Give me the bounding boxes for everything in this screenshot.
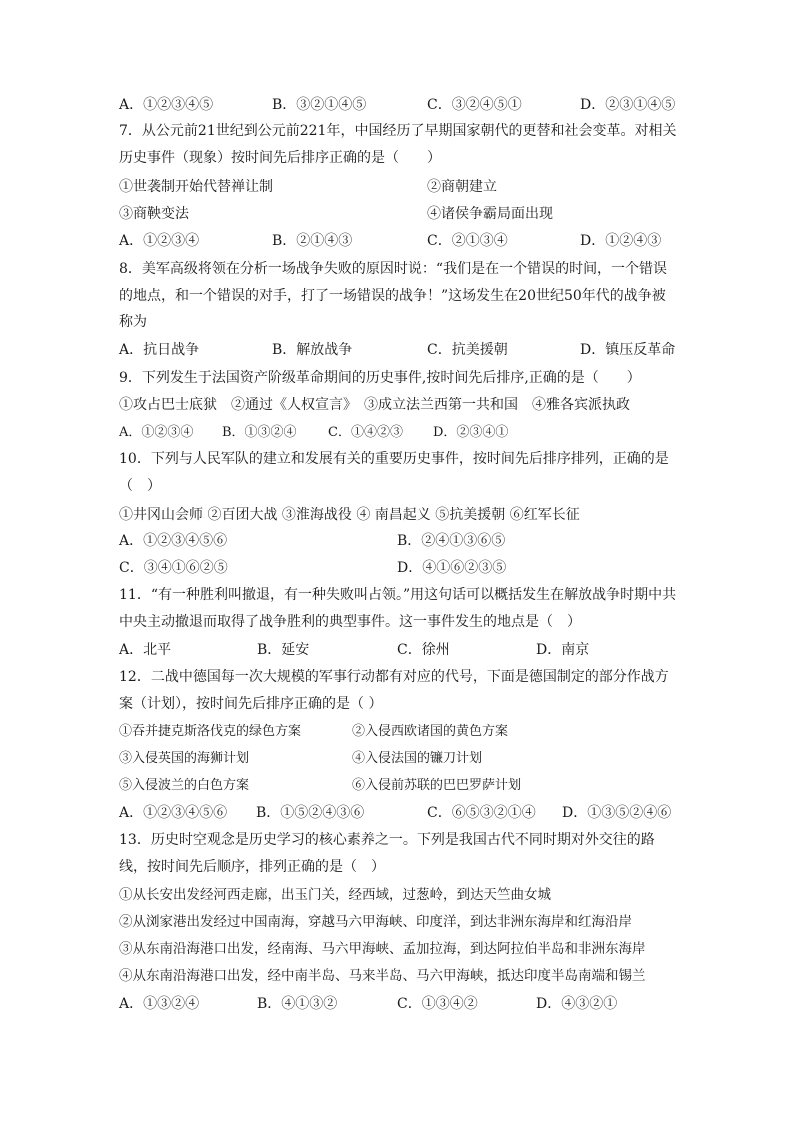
q12-item-2: ②入侵西欧诸国的黄色方案 [352,724,509,739]
q7-item-2: ②商朝建立 [427,179,497,195]
q11-option-a[interactable]: A．北平 [119,642,172,658]
q7-option-c[interactable]: C．②①③④ [427,233,508,249]
q13-option-a[interactable]: A．①③②④ [119,996,200,1012]
q12-option-a[interactable]: A．①②③④⑤⑥ [119,805,228,821]
q13-item-4: ④从东南沿海港口出发，经中南半岛、马来半岛、马六甲海峡，抵达印度半岛南端和锡兰 [119,968,646,984]
q7-option-b[interactable]: B．②①④③ [272,233,353,249]
q13-option-d[interactable]: D．④③②① [536,996,618,1012]
q9-stem: 9．下列发生于法国资产阶级革命期间的历史事件,按时间先后排序,正确的是（ ） [119,370,641,386]
q6-option-b[interactable]: B．③②①④⑤ [272,97,367,113]
q12-option-b[interactable]: B．①⑤②④③⑥ [256,805,365,821]
q13-option-c[interactable]: C．①③④② [397,996,478,1012]
q11-stem: 11．“有一种胜利叫撤退，有一种失败叫占领。”用这句话可以概括发生在解放战争时期中共中央主动撤退而取得了战争胜利的典型事件。这一事件发生的地点是（ ） [119,587,677,630]
q8-option-b[interactable]: B．解放战争 [272,342,353,358]
q11-option-c[interactable]: C．徐州 [397,642,450,658]
q7-stem: 7．从公元前21世纪到公元前221年，中国经历了早期国家朝代的更替和社会变革。对相关历史事件（现象）按时间先后排序正确的是（ ） [119,123,677,166]
q10-option-d[interactable]: D．④①⑥②③⑤ [397,560,507,576]
q12-item-4: ④入侵法国的镰刀计划 [352,751,483,766]
q11-option-b[interactable]: B．延安 [257,642,310,658]
q13-option-b[interactable]: B．④①③② [257,996,338,1012]
q10-items: ①井冈山会师 ②百团大战 ③淮海战役 ④ 南昌起义 ⑤抗美援朝 ⑥红军长征 [119,507,580,523]
q12-item-1: ①吞并捷克斯洛伐克的绿色方案 [119,724,302,739]
q8-option-d[interactable]: D．镇压反革命 [580,342,676,358]
q13-item-2: ②从浏家港出发经过中国南海，穿越马六甲海峡、印度洋，到达非洲东海岸和红海沿岸 [119,914,632,930]
q9-option-a[interactable]: A．①②③④ [119,425,194,440]
q7-item-3: ③商鞅变法 [119,206,189,222]
q12-item-6: ⑥入侵前苏联的巴巴罗萨计划 [352,778,522,793]
q12-option-c[interactable]: C．⑥⑤③②①④ [427,805,536,821]
q6-option-d[interactable]: D．②③①④⑤ [580,97,676,113]
q13-item-3: ③从东南沿海港口出发，经南海、马六甲海峡、孟加拉海，到达阿拉伯半岛和非洲东海岸 [119,941,646,957]
q7-item-1: ①世袭制开始代替禅让制 [119,179,273,195]
q6-option-c[interactable]: C．③②④⑤① [427,97,522,113]
q9-option-b[interactable]: B．①③②④ [222,425,297,440]
q7-option-d[interactable]: D．①②④③ [580,233,662,249]
q12-stem: 12．二战中德国每一次大规模的军事行动都有对应的代号，下面是德国制定的部分作战方案（计划），按时间先后排序正确的是（ ） [119,669,669,712]
q12-option-d[interactable]: D．①③⑤②④⑥ [562,805,672,821]
q10-option-a[interactable]: A．①②③④⑤⑥ [119,533,228,549]
q8-option-a[interactable]: A．抗日战争 [119,342,200,358]
q9-items: ①攻占巴士底狱 ②通过《人权宣言》 ③成立法兰西第一共和国 ④雅各宾派执政 [119,397,630,413]
q13-item-1: ①从长安出发经河西走廊，出玉门关，经西域，过葱岭，到达天竺曲女城 [119,887,551,903]
q7-item-4: ④诸侯争霸局面出现 [427,206,553,222]
q12-item-3: ③入侵英国的海狮计划 [119,751,250,766]
q12-item-5: ⑤入侵波兰的白色方案 [119,778,250,793]
q9-option-c[interactable]: C．①④②③ [328,425,403,440]
q9-option-d[interactable]: D．②③④① [433,425,509,440]
q7-option-a[interactable]: A．①②③④ [119,233,200,249]
q10-option-c[interactable]: C．③④①⑥②⑤ [119,560,228,576]
q8-option-c[interactable]: C．抗美援朝 [427,342,508,358]
q10-stem: 10．下列与人民军队的建立和发展有关的重要历史事件，按时间先后排序排列，正确的是（ ） [119,451,669,494]
q11-option-d[interactable]: D．南京 [536,642,590,658]
q10-option-b[interactable]: B．②④①③⑥⑤ [397,533,506,549]
q6-option-a[interactable]: A．①②③④⑤ [119,97,214,113]
q13-stem: 13．历史时空观念是历史学习的核心素养之一。下列是我国古代不同时期对外交往的路线，按时间先后顺序，排列正确的是（ ） [119,832,655,875]
q8-stem: 8．美军高级将领在分析一场战争失败的原因时说：“我们是在一个错误的时间，一个错误的地点，和一个错误的对手，打了一场错误的战争！”这场发生在20世纪50年代的战争被称为 [119,261,668,330]
